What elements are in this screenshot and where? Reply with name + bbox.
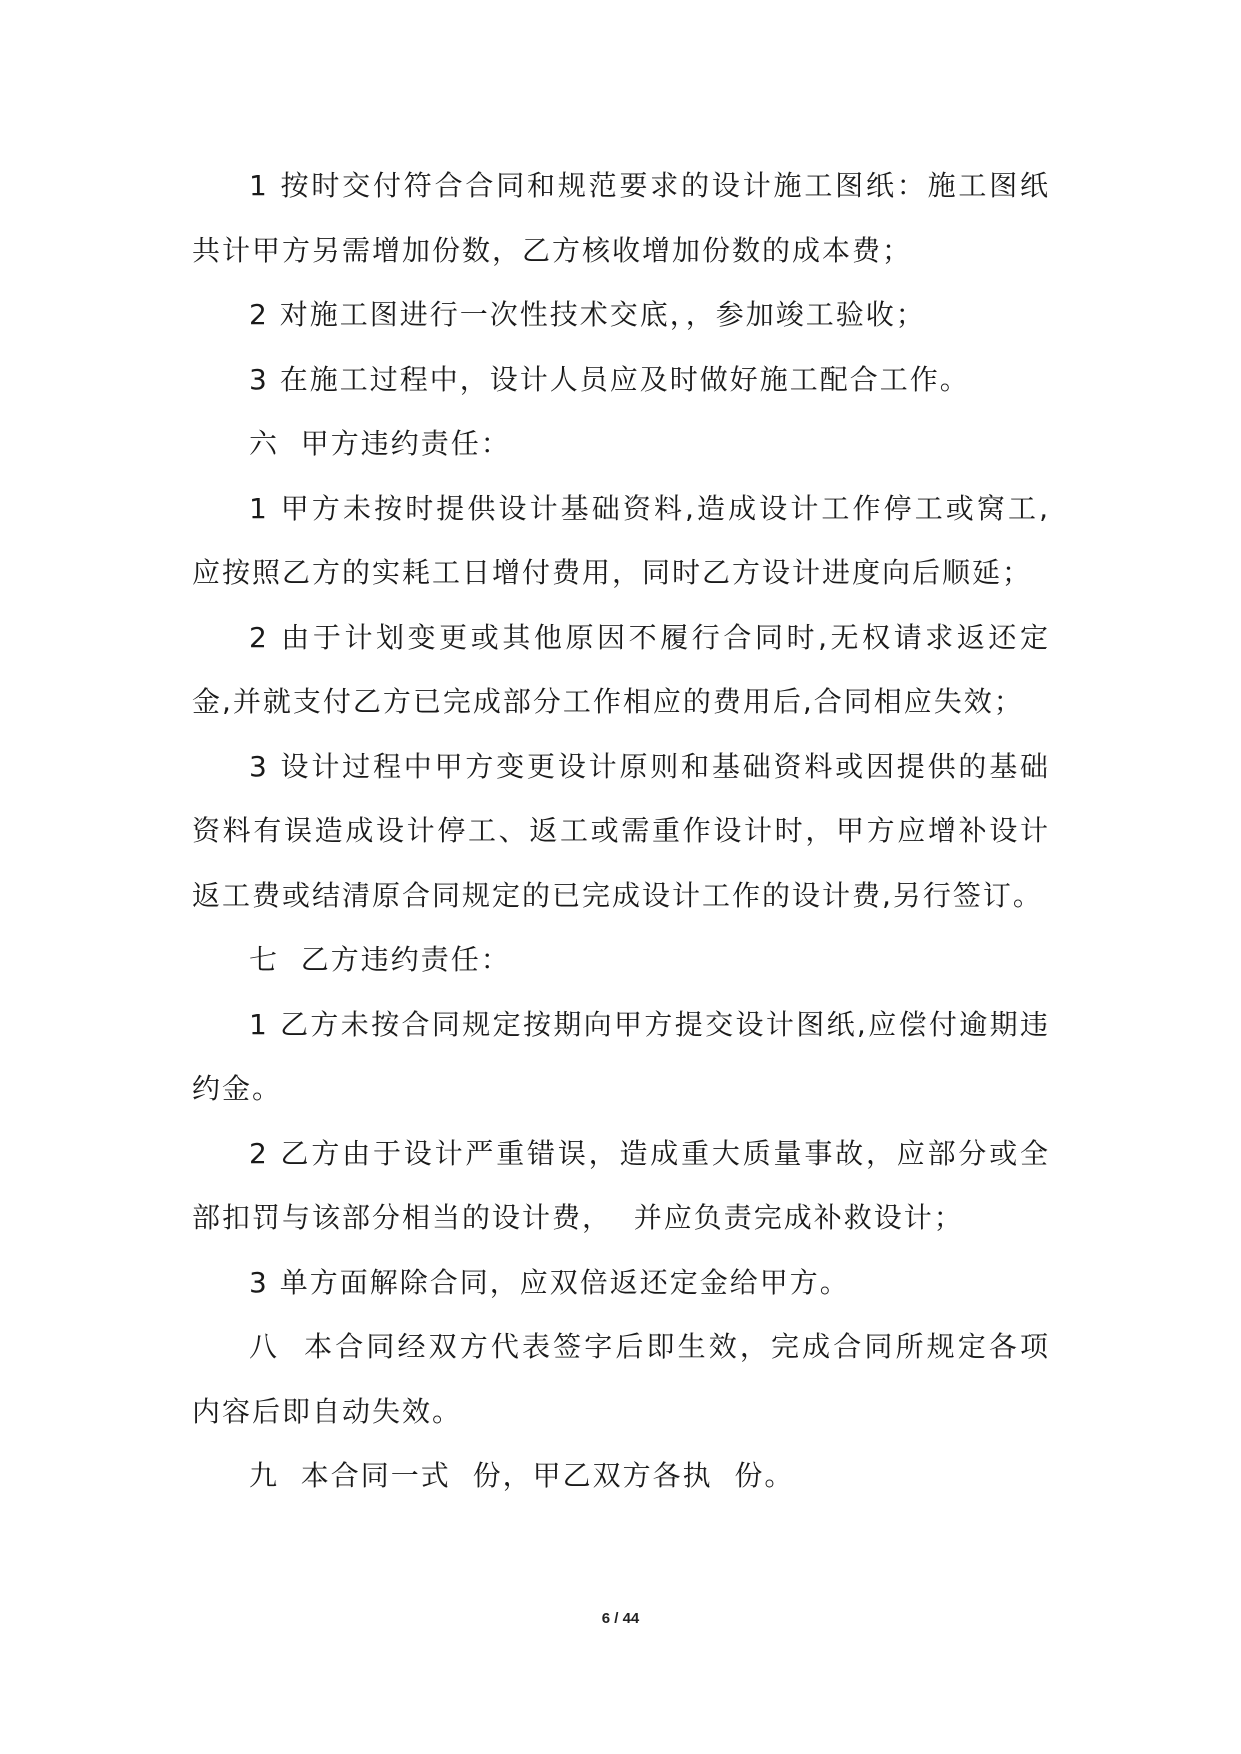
paragraph: 3 设计过程中甲方变更设计原则和基础资料或因提供的基础资料有误造成设计停工、返工或需重作设计时，甲方应增补设计返工费或结清原合同规定的已完成设计工作的设计费,另行签订。 — [192, 749, 1050, 912]
page-number: 6 / 44 — [601, 1610, 640, 1627]
paragraph: 九 本合同一式 份，甲乙双方各执 份。 — [249, 1459, 795, 1492]
paragraph: 2 对施工图进行一次性技术交底，，参加竣工验收； — [249, 298, 926, 331]
paragraph: 2 乙方由于设计严重错误，造成重大质量事故，应部分或全部扣罚与该部分相当的设计费， 并应负责完成补救设计； — [192, 1136, 1050, 1234]
paragraph: 1 乙方未按合同规定按期向甲方提交设计图纸,应偿付逾期违约金。 — [192, 1007, 1050, 1105]
document-body — [192, 154, 1050, 1509]
paragraph: 3 在施工过程中，设计人员应及时做好施工配合工作。 — [249, 362, 970, 396]
paragraph: 3 单方面解除合同，应双倍返还定金给甲方。 — [249, 1265, 850, 1299]
section-heading: 七 乙方违约责任： — [249, 943, 511, 976]
paragraph: 1 甲方未按时提供设计基础资料,造成设计工作停工或窝工,应按照乙方的实耗工日增付费用，同时乙方设计进度向后顺延； — [192, 491, 1050, 589]
paragraph: 八 本合同经双方代表签字后即生效，完成合同所规定各项内容后即自动失效。 — [192, 1330, 1050, 1428]
section-heading: 六 甲方违约责任： — [249, 427, 511, 460]
paragraph: 1 按时交付符合合同和规范要求的设计施工图纸：施工图纸共计甲方另需增加份数，乙方核收增加份数的成本费； — [192, 169, 1050, 267]
paragraph: 2 由于计划变更或其他原因不履行合同时,无权请求返还定金,并就支付乙方已完成部分工作相应的费用后,合同相应失效； — [192, 620, 1050, 718]
